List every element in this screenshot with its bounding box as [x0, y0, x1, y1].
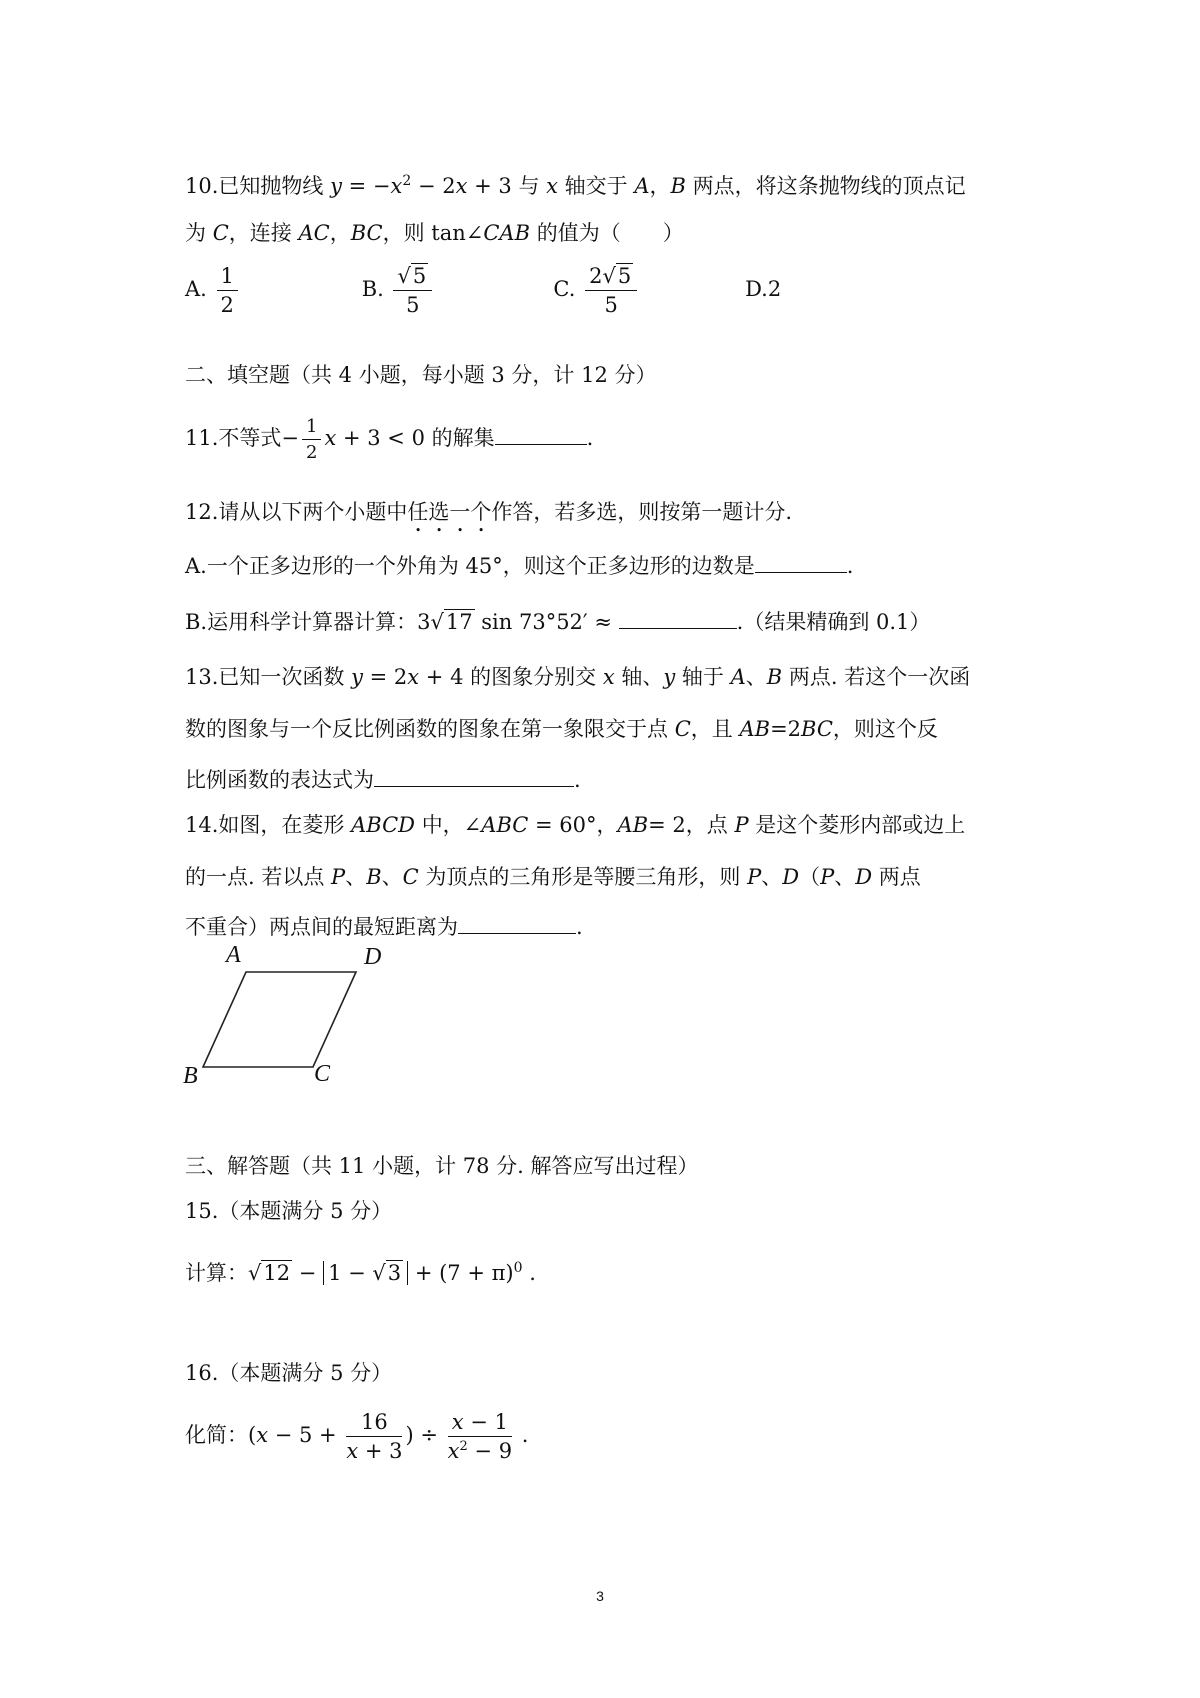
coefficient: 3	[417, 610, 431, 634]
math-var: P	[734, 813, 749, 837]
math: + 3	[358, 1439, 403, 1463]
text: （	[799, 865, 821, 889]
math-var: C	[674, 717, 691, 741]
math: − 1	[463, 1410, 508, 1434]
radicand: 12	[263, 1261, 291, 1285]
denominator	[448, 1437, 512, 1463]
math-var: B	[670, 174, 686, 198]
math: −	[281, 426, 300, 450]
text: 轴、	[621, 665, 664, 689]
math: − 5 +	[268, 1423, 344, 1447]
text: .	[522, 1261, 536, 1285]
denominator: 2	[220, 293, 234, 317]
denominator: 2	[306, 442, 318, 463]
math-exp: 2	[459, 1439, 468, 1454]
text: 化简：	[185, 1423, 248, 1447]
math-var: AB	[739, 717, 771, 741]
math: + 3	[467, 174, 512, 198]
math-var: A	[730, 665, 746, 689]
text: ，则这个反	[832, 717, 938, 741]
text: 14.如图，在菱形	[185, 813, 345, 837]
math-var: B	[766, 665, 783, 689]
radicand: 5	[412, 264, 427, 288]
text: 的一点. 若以点	[185, 865, 325, 889]
math-var: A	[634, 174, 650, 198]
text: 是这个菱形内部或边上	[755, 813, 966, 837]
math: = −	[341, 174, 391, 198]
option-label: A.	[185, 277, 207, 301]
text: 两点	[878, 865, 921, 889]
text: .	[515, 1423, 529, 1447]
math-var: x	[324, 426, 337, 450]
math: )	[405, 1423, 414, 1447]
math-var: ABCD	[351, 813, 415, 837]
section-heading: 三、解答题（共 11 小题，计 78 分. 解答应写出过程）	[185, 1154, 699, 1178]
text: 轴于	[681, 665, 724, 689]
text: 与	[518, 174, 540, 198]
math-var: ABC	[481, 813, 529, 837]
text: 12.请从以下两个小题中	[185, 500, 408, 524]
radicand: 3	[387, 1261, 402, 1285]
math-var: D	[782, 865, 800, 889]
coefficient: 2	[589, 264, 603, 288]
math: sin 73°52′ ≈	[474, 610, 619, 634]
math-var: D	[855, 865, 873, 889]
math-var: x	[455, 174, 468, 198]
text: ，	[329, 221, 351, 245]
text: 、	[345, 865, 367, 889]
math: ÷	[413, 1423, 445, 1447]
text: 13.已知一次函数	[185, 665, 345, 689]
math: + 3 < 0	[336, 426, 425, 450]
option-d: D.2	[745, 277, 782, 301]
math-var: x	[407, 665, 420, 689]
math-var: x	[602, 665, 615, 689]
q16-expression	[185, 1410, 528, 1463]
fraction	[346, 1410, 402, 1463]
text: A.一个正多边形的一个外角为 45°，则这个正多边形的边数是	[185, 554, 755, 578]
sqrt-sign: √	[372, 1261, 386, 1285]
math: − 9	[467, 1439, 513, 1463]
math-var: CAB	[483, 221, 531, 245]
emphasized-text: 任选一个	[407, 500, 492, 524]
math-var: x	[256, 1423, 269, 1447]
math-var: B	[366, 865, 382, 889]
question-number: 10.	[185, 174, 219, 198]
option-label: B.	[361, 277, 384, 301]
text: 为顶点的三角形是等腰三角形，则	[425, 865, 741, 889]
math-var: y	[351, 665, 363, 689]
text: 轴交于	[564, 174, 628, 198]
math: + 4	[419, 665, 464, 689]
page-number: 3	[596, 1588, 604, 1604]
text: 不重合）两点间的最短距离为	[185, 915, 458, 939]
vertex-label-a: A	[226, 942, 241, 968]
text: 计算：	[185, 1261, 248, 1285]
q15-expression	[185, 1253, 536, 1288]
math: −	[292, 1261, 324, 1285]
denominator	[346, 1437, 402, 1463]
math: = 2	[362, 665, 408, 689]
text: 的值为（ ）	[536, 221, 684, 245]
text: 比例函数的表达式为	[185, 768, 374, 792]
fraction	[448, 1410, 512, 1463]
text: 、	[381, 865, 403, 889]
numerator	[448, 1410, 512, 1437]
vertex-label-c: C	[314, 1061, 331, 1087]
radicand: 5	[617, 264, 632, 288]
denominator: 5	[604, 293, 618, 317]
section-heading: 二、填空题（共 4 小题，每小题 3 分，计 12 分）	[185, 363, 657, 387]
text: 、	[745, 665, 767, 689]
text: 为	[185, 221, 206, 245]
math-exp: 2	[402, 173, 412, 189]
math: 1 −	[328, 1261, 373, 1285]
text: 两点，将这条抛物线的顶点记	[692, 174, 966, 198]
math-var: C	[402, 865, 419, 889]
math-var: y	[330, 174, 342, 198]
math-exp: 0	[513, 1260, 523, 1276]
q15-title: 15.（本题满分 5 分）	[185, 1199, 393, 1223]
text: 、	[834, 865, 856, 889]
radicand: 17	[445, 610, 473, 634]
math-var: y	[663, 665, 676, 689]
text: 、	[761, 865, 783, 889]
text: ，	[649, 174, 671, 198]
sqrt-sign: √	[397, 264, 411, 288]
q16-title: 16.（本题满分 5 分）	[185, 1361, 393, 1385]
math-var: x	[390, 174, 403, 198]
vertex-label-b: B	[183, 1063, 198, 1089]
math-var: P	[747, 865, 762, 889]
text: .	[574, 768, 581, 792]
text: = 2，点	[648, 813, 728, 837]
text: .（结果精确到 0.1）	[736, 610, 931, 634]
denominator: 5	[406, 293, 420, 317]
numerator: 1	[302, 416, 321, 440]
absolute-value	[323, 1261, 408, 1285]
text: ，且	[690, 717, 733, 741]
option-label: C.	[553, 277, 576, 301]
sqrt-sign: √	[248, 1261, 262, 1285]
text: .	[576, 915, 583, 939]
math: − 2	[411, 174, 456, 198]
math-var: x	[447, 1439, 460, 1463]
math: =2	[770, 717, 802, 741]
math-var: AB	[617, 813, 649, 837]
math: + (7 + π)	[408, 1261, 514, 1285]
math-var: AC	[298, 221, 330, 245]
text: 两点. 若这个一次函	[788, 665, 971, 689]
text: 已知抛物线	[218, 174, 324, 198]
math-var: x	[546, 174, 558, 198]
text: 数的图象与一个反比例函数的图象在第一象限交于点	[185, 717, 668, 741]
math-var: C	[212, 221, 229, 245]
math: = 60°，	[528, 813, 618, 837]
text: .	[586, 426, 594, 450]
text: 的图象分别交	[470, 665, 597, 689]
vertex-label-d: D	[364, 944, 382, 970]
text: ，则 tan∠	[382, 221, 484, 245]
text: 作答，若多选，则按第一题计分.	[491, 500, 793, 524]
math-var: x	[346, 1439, 359, 1463]
text: 11.不等式	[185, 426, 282, 450]
text: 的解集	[431, 426, 495, 450]
math: (	[248, 1423, 257, 1447]
math-var: P	[331, 865, 346, 889]
rhombus-outline	[203, 972, 356, 1067]
numerator: 1	[217, 264, 238, 291]
text: .	[846, 554, 854, 578]
text: B.运用科学计算器计算：	[185, 610, 418, 634]
math-var: x	[451, 1410, 464, 1434]
math-var: P	[820, 865, 835, 889]
math-var: BC	[801, 717, 833, 741]
text: 中，∠	[421, 813, 482, 837]
math-var: BC	[350, 221, 383, 245]
numerator: 16	[346, 1410, 402, 1437]
sqrt-sign: √	[430, 610, 444, 634]
sqrt-sign: √	[602, 264, 616, 288]
text: ，连接	[228, 221, 292, 245]
